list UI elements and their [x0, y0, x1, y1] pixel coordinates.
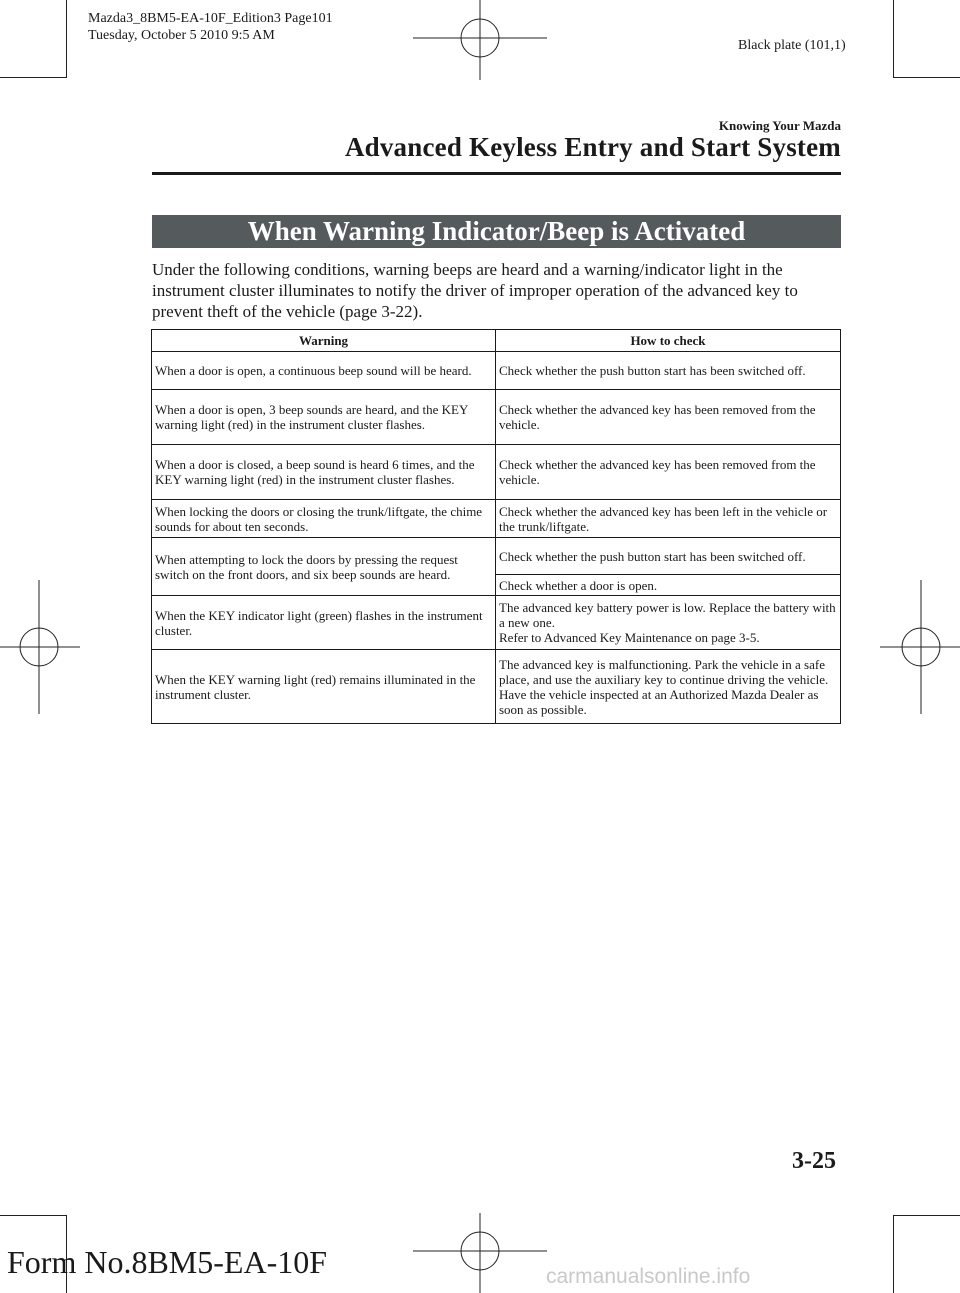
crop-mark — [893, 0, 894, 77]
registration-mark-left — [0, 580, 80, 714]
table-row — [152, 445, 841, 500]
black-plate-label: Black plate (101,1) — [738, 38, 846, 53]
warning-cell: When attempting to lock the doors by pressing the request switch on the front doors, and six beep sounds are heard. — [152, 538, 496, 596]
watermark: carmanualsonline.info — [546, 1265, 751, 1288]
section-banner: When Warning Indicator/Beep is Activated — [152, 215, 841, 248]
check-cell: Check whether the push button start has been switched off. — [496, 352, 841, 390]
registration-mark-bottom — [413, 1213, 547, 1293]
registration-mark-top — [413, 0, 547, 80]
check-cell: The advanced key is malfunctioning. Park the vehicle in a safe place, and use the auxiliary key to continue driving the vehicle. Have the vehicle inspected at an Authorized Mazda Dealer as soon as possible. — [496, 650, 841, 724]
crop-mark — [893, 1216, 894, 1293]
chapter-title: Advanced Keyless Entry and Start System — [344, 132, 841, 162]
crop-mark — [0, 77, 67, 78]
title-rule — [152, 172, 841, 175]
plate-info-line2: Tuesday, October 5 2010 9:5 AM — [88, 28, 275, 43]
check-cell: Check whether the push button start has been switched off. — [496, 538, 841, 575]
crop-mark — [66, 0, 67, 77]
intro-paragraph: Under the following conditions, warning beeps are heard and a warning/indicator light in the instrument cluster illuminates to notify the driver of improper operation of the advanced key to prevent theft of the vehicle (page 3-22). — [152, 260, 798, 321]
table-row — [152, 352, 841, 390]
table-row — [152, 650, 841, 724]
table-row — [152, 596, 841, 650]
table-row — [152, 500, 841, 538]
warning-table — [151, 329, 841, 724]
warning-cell: When the KEY warning light (red) remains illuminated in the instrument cluster. — [152, 650, 496, 724]
warning-cell: When the KEY indicator light (green) flashes in the instrument cluster. — [152, 596, 496, 650]
check-cell: The advanced key battery power is low. Replace the battery with a new one. Refer to Advanced Key Maintenance on page 3-5. — [496, 596, 841, 650]
warning-cell: When a door is open, a continuous beep sound will be heard. — [152, 352, 496, 390]
warning-cell: When a door is closed, a beep sound is heard 6 times, and the KEY warning light (red) in the instrument cluster flashes. — [152, 445, 496, 500]
plate-info — [88, 10, 333, 44]
check-cell: Check whether the advanced key has been removed from the vehicle. — [496, 390, 841, 445]
registration-mark-right — [880, 580, 960, 714]
warning-cell: When locking the doors or closing the trunk/liftgate, the chime sounds for about ten seconds. — [152, 500, 496, 538]
page-number: 3-25 — [792, 1148, 836, 1174]
warning-cell: When a door is open, 3 beep sounds are heard, and the KEY warning light (red) in the instrument cluster flashes. — [152, 390, 496, 445]
plate-info-line1: Mazda3_8BM5-EA-10F_Edition3 Page101 — [88, 11, 333, 26]
header-how-to-check: How to check — [496, 330, 841, 352]
check-cell: Check whether a door is open. — [496, 575, 841, 596]
table-row — [152, 390, 841, 445]
header-warning: Warning — [152, 330, 496, 352]
crop-mark — [893, 1215, 960, 1216]
check-cell: Check whether the advanced key has been left in the vehicle or the trunk/liftgate. — [496, 500, 841, 538]
crop-mark — [0, 1215, 67, 1216]
form-number: Form No.8BM5-EA-10F — [7, 1244, 328, 1280]
check-cell: Check whether the advanced key has been removed from the vehicle. — [496, 445, 841, 500]
crop-mark — [893, 77, 960, 78]
table-row — [152, 538, 841, 575]
section-label: Knowing Your Mazda — [718, 118, 841, 133]
table-header-row — [152, 330, 841, 352]
